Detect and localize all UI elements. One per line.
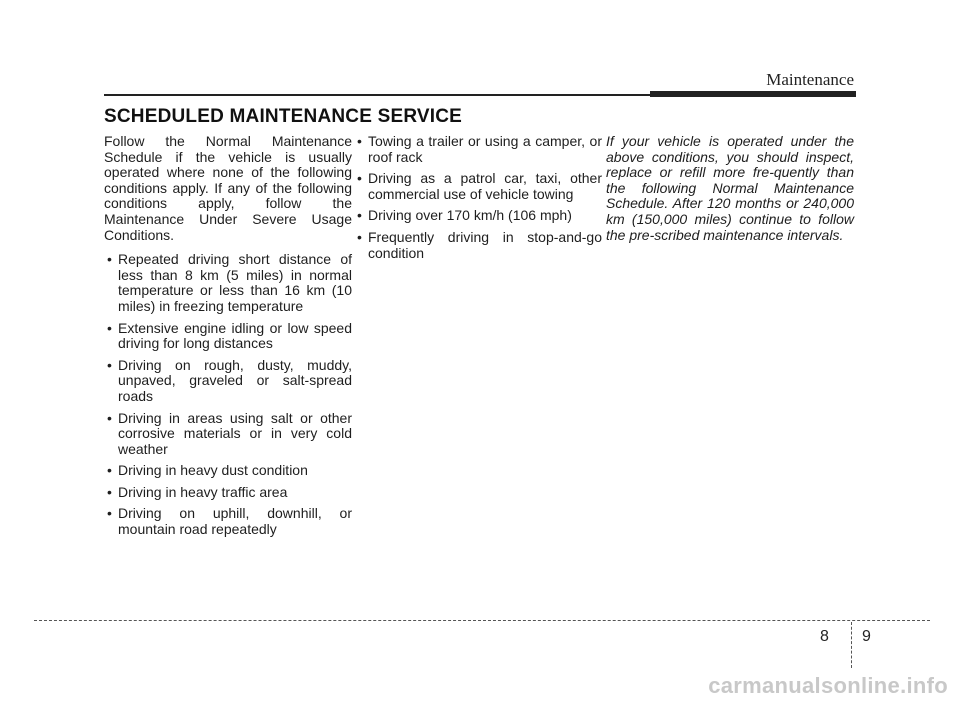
- page-number: 9: [862, 628, 871, 645]
- list-item-text: Driving on uphill, downhill, or mountain road repeatedly: [118, 505, 352, 538]
- list-item-text: Driving in heavy traffic area: [118, 483, 288, 500]
- header-rule-thin: [104, 94, 650, 96]
- list-item-text: Frequently driving in stop-and-go condition: [368, 228, 602, 261]
- section-title: SCHEDULED MAINTENANCE SERVICE: [104, 106, 463, 127]
- chapter-number: 8: [820, 628, 829, 645]
- list-item-text: Driving as a patrol car, taxi, other commercial use of vehicle towing: [368, 170, 602, 202]
- list-item: [354, 230, 602, 261]
- severe-conditions-list: [104, 252, 352, 538]
- list-item: [104, 463, 352, 479]
- bullet-icon: •: [107, 356, 112, 373]
- list-item-text: Extensive engine idling or low speed driving for long distances: [118, 319, 352, 352]
- list-item-text: Driving on rough, dusty, muddy, unpaved, graveled or salt-spread roads: [118, 356, 352, 404]
- page-number-separator: [851, 622, 852, 668]
- bullet-icon: •: [107, 251, 112, 268]
- maintenance-note: If your vehicle is operated under the above conditions, you should inspect, replace or refill more fre-quently than the following Normal Maintenance Schedule. After 120 months or 240,000 km (150,000 miles) continue to follow the pre-scribed maintenance intervals.: [606, 133, 854, 243]
- bullet-icon: •: [357, 170, 362, 187]
- list-item: [354, 208, 602, 224]
- bullet-icon: •: [357, 133, 362, 149]
- list-item: [354, 171, 602, 202]
- list-item: [104, 506, 352, 537]
- bullet-icon: •: [357, 207, 362, 224]
- list-item: [104, 321, 352, 352]
- column-right: [606, 134, 854, 243]
- list-item-text: Driving over 170 km/h (106 mph): [368, 207, 572, 224]
- bullet-icon: •: [107, 319, 112, 336]
- bullet-icon: •: [357, 228, 362, 245]
- list-item-text: Towing a trailer or using a camper, or roof rack: [368, 133, 602, 165]
- list-item: [104, 411, 352, 458]
- bullet-icon: •: [107, 505, 112, 522]
- list-item-text: Driving in areas using salt or other corrosive materials or in very cold weather: [118, 409, 352, 457]
- list-item: [104, 485, 352, 501]
- list-item: [104, 358, 352, 405]
- bullet-icon: •: [107, 462, 112, 479]
- bullet-icon: •: [107, 483, 112, 500]
- intro-paragraph: Follow the Normal Maintenance Schedule if the vehicle is usually operated where none of the following conditions apply. If any of the following conditions apply, follow the Maintenance Under Severe Usage Conditions.: [104, 133, 352, 243]
- footer-divider: [34, 620, 930, 621]
- list-item: [354, 134, 602, 165]
- severe-conditions-list-continued: [354, 134, 602, 261]
- list-item-text: Repeated driving short distance of less than 8 km (5 miles) in normal temperature or less than 16 km (10 miles) in freezing temperature: [118, 251, 352, 314]
- column-left: [104, 134, 352, 544]
- chapter-title: Maintenance: [766, 70, 854, 89]
- bullet-icon: •: [107, 409, 112, 426]
- watermark: carmanualsonline.info: [708, 673, 948, 698]
- header-rule-thick: [650, 91, 856, 97]
- list-item-text: Driving in heavy dust condition: [118, 462, 308, 479]
- list-item: [104, 252, 352, 314]
- column-middle: [354, 134, 602, 267]
